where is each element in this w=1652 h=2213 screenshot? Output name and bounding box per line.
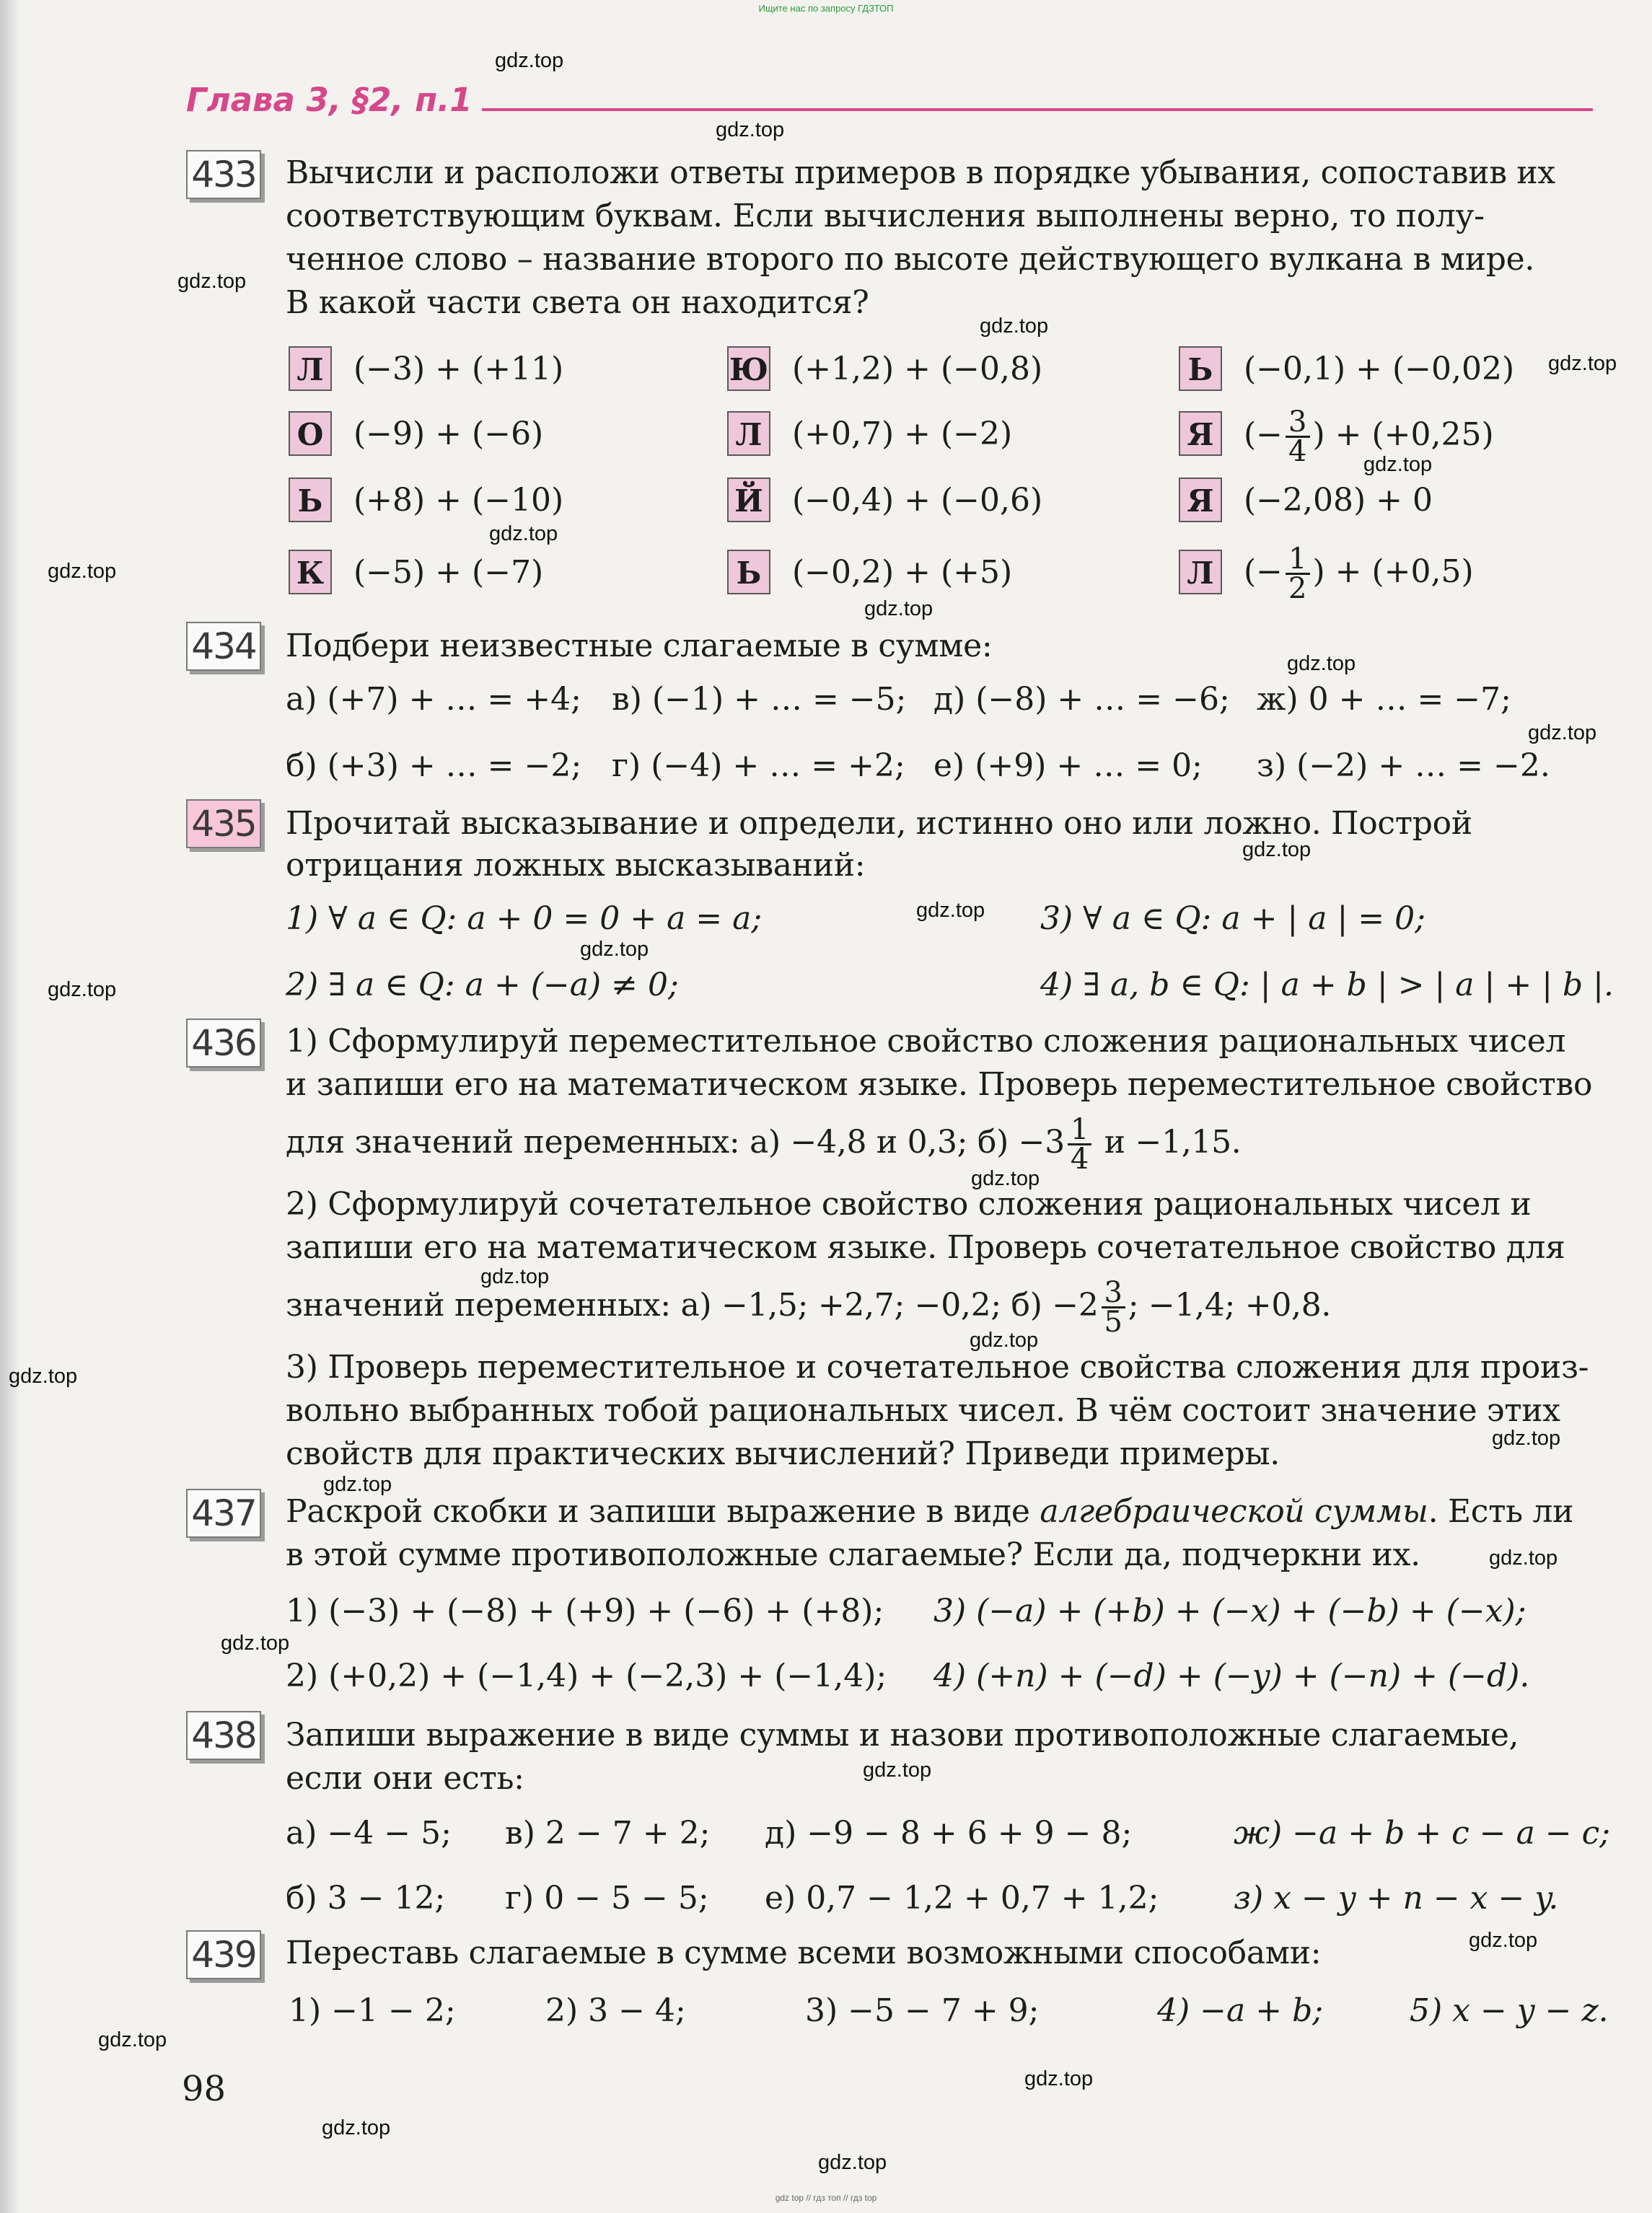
fraction: $\frac{3}{5}$ [1102,1279,1125,1336]
watermark: gdz.top [863,1759,932,1782]
watermark: gdz.top [1287,652,1356,675]
letter-box: Л [1179,550,1222,594]
p437-line-1: Раскрой скобки и запиши выражение в виде алгебраической суммы. Есть ли [286,1493,1574,1530]
p436-part2-line: 2) Сформулируй сочетательное свойство сложения рациональных чисел и [286,1186,1532,1223]
example-expression: (+0,7) + (−2) [792,415,1013,452]
header-rule [482,108,1593,111]
p437-item: 2) (+0,2) + (−1,4) + (−2,3) + (−1,4); [286,1658,887,1694]
p434-item: е) (+9) + … = 0; [933,747,1203,784]
fraction: $\frac{1}{4}$ [1068,1116,1091,1173]
watermark: gdz.top [48,560,117,583]
example-expression: (−0,1) + (−0,02) [1244,351,1515,387]
p439-item: 3) −5 − 7 + 9; [805,1992,1040,2029]
problem-number-437: 437 [186,1489,261,1538]
watermark: gdz.top [1242,838,1312,861]
p439-item: 5) x − y − z. [1410,1992,1609,2029]
example-expression: (−2,08) + 0 [1244,482,1433,519]
p436-part1-line: 1) Сформулируй переместительное свойство сложения рациональных чисел [286,1023,1566,1060]
watermark: gdz.top [221,1632,290,1655]
watermark: gdz.top [818,2151,887,2174]
letter-box: Л [727,411,770,456]
letter-box: К [289,550,332,594]
p438-item: в) 2 − 7 + 2; [505,1815,711,1852]
problem-number-435: 435 [186,799,261,848]
watermark: gdz.top [9,1365,78,1388]
p435-line-2: отрицания ложных высказываний: [286,847,866,884]
p437-line-2: в этой сумме противоположные слагаемые? Если да, подчеркни их. [286,1536,1420,1573]
emphasized-term: алгебраической суммы [1040,1493,1428,1530]
p435-line-1: Прочитай высказывание и определи, истинно оно или ложно. Построй [286,805,1472,842]
p437-item: 3) (−a) + (+b) + (−x) + (−b) + (−x); [933,1593,1526,1629]
p433-line-3: ченное слово – название второго по высоте действующего вулкана в мире. [286,241,1535,278]
p433-line-1: Вычисли и расположи ответы примеров в порядке убывания, сопоставив их [286,154,1555,191]
p436-part3-line: 3) Проверь переместительное и сочетательное свойства сложения для произ- [286,1349,1589,1386]
p435-item: 1) ∀ a ∈ Q: a + 0 = 0 + a = a; [286,900,763,937]
watermark: gdz.top [48,978,117,1001]
fraction: $\frac{1}{2}$ [1286,545,1309,602]
p434-item: в) (−1) + … = −5; [612,681,907,718]
letter-box: Я [1179,478,1222,522]
letter-box: Л [289,346,332,391]
p438-line-1: Запиши выражение в виде суммы и назови противоположные слагаемые, [286,1717,1519,1754]
watermark: gdz.top [495,49,564,72]
letter-box: Ь [1179,346,1222,391]
p439-item: 2) 3 − 4; [545,1992,686,2029]
problem-number-439: 439 [186,1930,261,1979]
p436-part3-line: вольно выбранных тобой рациональных чисел. В чём состоит значение этих [286,1392,1560,1429]
watermark: gdz.top [980,314,1049,338]
p438-item: е) 0,7 − 1,2 + 0,7 + 1,2; [765,1880,1159,1917]
watermark: gdz.top [323,1473,392,1496]
p436-part1-line: для значений переменных: а) −4,8 и 0,3; б) −3 $\frac{1}{4}$ и −1,15. [286,1113,1242,1176]
p434-item: д) (−8) + … = −6; [933,681,1230,718]
example-expression: (−0,4) + (−0,6) [792,482,1043,519]
letter-box: О [289,411,332,456]
watermark: gdz.top [1492,1427,1561,1450]
p438-item: б) 3 − 12; [286,1880,446,1917]
watermark: gdz.top [1469,1929,1538,1952]
watermark: gdz.top [177,270,247,293]
p435-item: 2) ∃ a ∈ Q: a + (−a) ≠ 0; [286,967,679,1003]
example-expression: (−0,2) + (+5) [792,554,1013,591]
p436-part2-line: запиши его на математическом языке. Проверь сочетательное свойство для [286,1229,1565,1266]
watermark: gdz.top [971,1167,1040,1190]
p435-item: 3) ∀ a ∈ Q: a + | a | = 0; [1040,900,1425,937]
p439-item: 1) −1 − 2; [289,1992,456,2029]
watermark: gdz.top [1363,453,1433,476]
example-expression: (+1,2) + (−0,8) [792,351,1043,387]
letter-box: Ь [289,478,332,522]
watermark: gdz.top [322,2116,391,2139]
watermark: gdz.top [1024,2067,1094,2090]
letter-box: Ю [727,346,770,391]
p438-item: г) 0 − 5 − 5; [505,1880,709,1917]
page-number: 98 [182,2069,227,2109]
watermark: gdz.top [1548,352,1617,375]
bottom-note: gdz top // гдз топ // гдз top [775,2193,877,2203]
example-expression: (+8) + (−10) [353,482,564,519]
problem-number-436: 436 [186,1018,261,1068]
watermark: gdz.top [1528,721,1597,744]
p434-item: г) (−4) + … = +2; [612,747,905,784]
p438-item: з) x − y + n − x − y. [1234,1880,1559,1917]
p437-item: 1) (−3) + (−8) + (+9) + (−6) + (+8); [286,1593,884,1629]
example-expression: (−3) + (+11) [353,351,564,387]
p434-item: ж) 0 + … = −7; [1257,681,1511,718]
problem-number-438: 438 [186,1711,261,1760]
p438-item: а) −4 − 5; [286,1815,452,1852]
p434-text: Подбери неизвестные слагаемые в сумме: [286,628,993,664]
watermark: gdz.top [916,899,985,922]
p433-line-4: В какой части света он находится? [286,284,869,321]
p438-item: ж) −a + b + c − a − c; [1234,1815,1611,1852]
watermark: gdz.top [970,1329,1039,1352]
p434-item: а) (+7) + … = +4; [286,681,581,718]
page-binding-shadow [0,0,19,2213]
chapter-header: Глава 3, §2, п.1 [186,81,473,119]
p437-item: 4) (+n) + (−d) + (−y) + (−n) + (−d). [933,1658,1530,1694]
watermark: gdz.top [489,522,558,545]
watermark: gdz.top [480,1265,550,1288]
p433-line-2: соответствующим буквам. Если вычисления выполнены верно, то полу- [286,198,1485,234]
example-expression: (− $\frac{1}{2}$ ) + (+0,5) [1244,542,1474,605]
p439-item: 4) −a + b; [1157,1992,1324,2029]
p436-part3-line: свойств для практических вычислений? Приведи примеры. [286,1435,1280,1472]
letter-box: Й [727,478,770,522]
letter-box: Я [1179,411,1222,456]
p439-text: Переставь слагаемые в сумме всеми возможными способами: [286,1935,1322,1971]
p438-line-2: если они есть: [286,1760,524,1797]
p434-item: б) (+3) + … = −2; [286,747,582,784]
watermark: gdz.top [98,2028,167,2051]
top-note: Ищите нас по запросу ГДЗТОП [758,3,894,14]
p434-item: з) (−2) + … = −2. [1257,747,1550,784]
example-expression: (− $\frac{3}{4}$ ) + (+0,25) [1244,405,1494,468]
watermark: gdz.top [1489,1547,1558,1570]
watermark: gdz.top [716,118,785,141]
p435-item: 4) ∃ a, b ∈ Q: | a + b | > | a | + | b |. [1040,967,1614,1003]
letter-box: Ь [727,550,770,594]
watermark: gdz.top [580,938,649,961]
p436-part2-line: значений переменных: а) −1,5; +2,7; −0,2; б) −2 $\frac{3}{5}$ ; −1,4; +0,8. [286,1276,1332,1339]
watermark: gdz.top [864,597,933,620]
p438-item: д) −9 − 8 + 6 + 9 − 8; [765,1815,1133,1852]
fraction: $\frac{3}{4}$ [1286,408,1309,465]
example-expression: (−5) + (−7) [353,554,544,591]
problem-number-433: 433 [186,150,261,199]
problem-number-434: 434 [186,622,261,671]
p436-part1-line: и запиши его на математическом языке. Проверь переместительное свойство [286,1066,1593,1103]
example-expression: (−9) + (−6) [353,415,544,452]
